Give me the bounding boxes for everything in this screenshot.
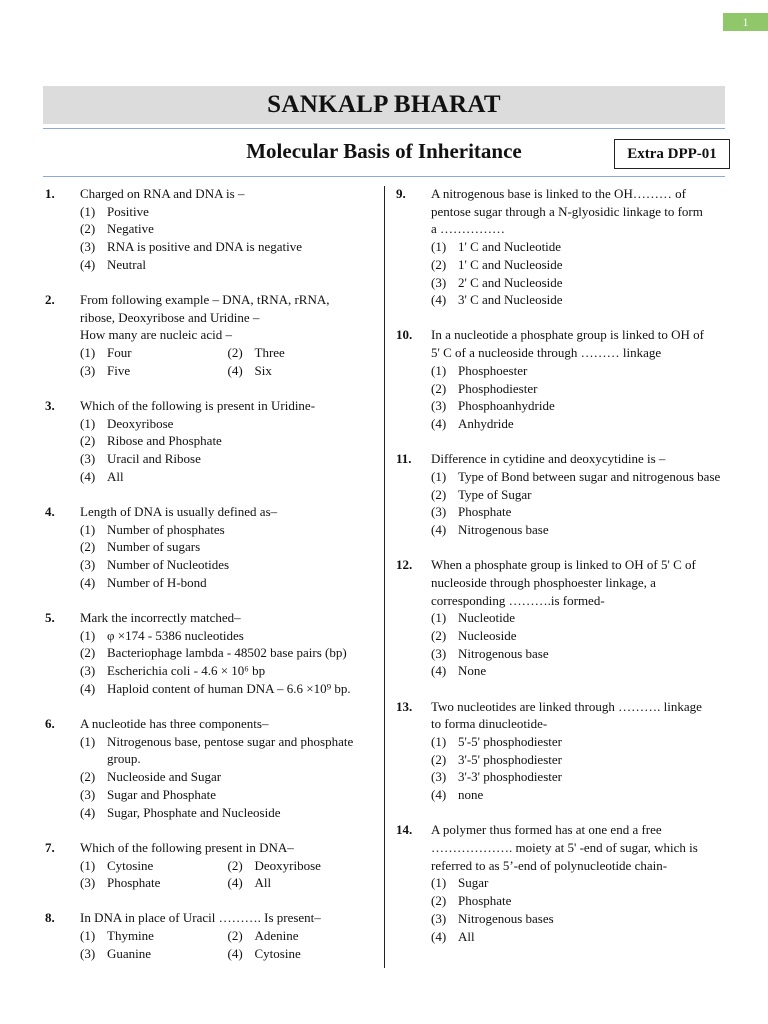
answer-option (80, 574, 375, 592)
question-text: a …………… (431, 221, 506, 237)
option-text: Number of sugars (107, 539, 201, 555)
option-text: Escherichia coli - 4.6 × 10⁶ bp (107, 663, 266, 679)
option-text: Cytosine (254, 945, 301, 961)
question-text: ………………. moiety at 5' -end of sugar, which is (431, 840, 698, 855)
question-text: In a nucleotide a phosphate group is linked to OH of (431, 327, 704, 343)
answer-option (431, 662, 726, 680)
left-column (45, 185, 375, 980)
option-text: None (458, 663, 487, 679)
option-label: (1) (80, 928, 96, 944)
answer-option (431, 256, 726, 274)
option-text: All (458, 928, 475, 944)
option-label: (3) (431, 274, 447, 290)
option-label: (1) (80, 203, 96, 219)
option-label: (2) (431, 486, 447, 502)
answer-option (80, 238, 375, 256)
answer-option (80, 432, 375, 450)
option-label: (4) (80, 574, 96, 590)
answer-option (80, 256, 375, 274)
divider (43, 128, 725, 129)
option-label: (3) (431, 645, 447, 661)
option-label: (3) (431, 504, 447, 520)
question-item (45, 839, 375, 892)
answer-option (228, 344, 376, 362)
question-item (45, 715, 375, 821)
option-text: Thymine (107, 928, 154, 944)
option-text: Nitrogenous base (458, 645, 549, 661)
option-text: All (254, 875, 272, 891)
answer-option (431, 486, 726, 504)
option-label: (1) (80, 857, 96, 873)
question-number: 12. (396, 557, 413, 573)
answer-option (431, 751, 726, 769)
option-text: φ ×174 - 5386 nucleotides (107, 627, 244, 643)
answer-option (431, 274, 726, 292)
option-label: (4) (227, 945, 243, 961)
option-label: (3) (80, 239, 96, 255)
option-text: 3' C and Nucleoside (458, 292, 563, 308)
option-text: Haploid content of human DNA – 6.6 ×10⁹ bp. (107, 680, 351, 696)
question-text: Charged on RNA and DNA is – (80, 186, 245, 201)
option-label: (2) (431, 627, 447, 643)
option-text: Type of Bond between sugar and nitrogenous base (458, 468, 721, 484)
answer-option (80, 220, 375, 238)
option-label: (1) (431, 239, 447, 255)
option-label: (4) (431, 663, 447, 679)
option-text: Neutral (107, 256, 146, 272)
answer-option (80, 927, 228, 945)
answer-option (80, 521, 375, 539)
answer-option (431, 521, 726, 539)
option-text: Three (254, 345, 285, 361)
option-text: Type of Sugar (458, 486, 532, 502)
divider (43, 176, 725, 177)
question-text: nucleoside through phosphoester linkage, a (431, 574, 656, 590)
question-text: ribose, Deoxyribose and Uridine – (80, 309, 260, 325)
option-label: (2) (80, 433, 96, 449)
answer-option (228, 874, 376, 892)
question-text: Mark the incorrectly matched– (80, 610, 241, 626)
right-column (396, 185, 726, 963)
option-label: (3) (80, 786, 96, 802)
answer-option (80, 945, 228, 963)
question-text: In DNA in place of Uracil ………. Is present– (80, 910, 321, 926)
question-text: Two nucleotides are linked through ………. linkage (431, 698, 702, 714)
question-number: 1. (45, 186, 55, 201)
answer-option (80, 786, 375, 804)
question-item (45, 397, 375, 486)
answer-option (228, 857, 376, 875)
option-text: none (458, 787, 484, 803)
question-text: referred to as 5’-end of polynucleotide chain- (431, 857, 668, 873)
answer-option (80, 857, 228, 875)
question-number: 3. (45, 398, 55, 414)
option-row (80, 945, 375, 963)
option-label: (1) (431, 468, 447, 484)
option-text: 3'-5' phosphodiester (458, 751, 562, 767)
question-item (45, 291, 375, 380)
option-text: 3'-3' phosphodiester (458, 769, 562, 785)
option-label: (2) (431, 893, 447, 909)
question-text: How many are nucleic acid – (80, 327, 232, 343)
question-item (396, 450, 726, 539)
option-text: Negative (107, 221, 154, 237)
answer-option (80, 874, 228, 892)
option-text: Nucleoside and Sugar (107, 769, 222, 785)
option-text: Phosphoester (458, 362, 528, 378)
question-item (45, 609, 375, 698)
option-label: (2) (227, 857, 243, 873)
question-text: pentose sugar through a N-glyosidic linkage to form (431, 203, 703, 219)
option-label: (4) (80, 804, 96, 820)
answer-option (80, 662, 375, 680)
option-text: 1' C and Nucleotide (458, 239, 562, 255)
question-number: 2. (45, 292, 55, 308)
answer-option (80, 362, 228, 380)
question-number: 9. (396, 186, 406, 201)
option-text: Five (107, 362, 131, 378)
question-text: Difference in cytidine and deoxycytidine is – (431, 451, 666, 467)
option-label: (4) (80, 256, 96, 272)
answer-option (431, 503, 726, 521)
option-label: (1) (80, 627, 96, 643)
answer-option (80, 415, 375, 433)
option-text: All (107, 468, 124, 484)
answer-option (80, 538, 375, 556)
option-label: (4) (431, 928, 447, 944)
option-row (80, 927, 375, 945)
question-text: Which of the following is present in Uridine- (80, 398, 316, 414)
answer-option (431, 768, 726, 786)
answer-option (431, 397, 726, 415)
option-label: (2) (80, 645, 96, 661)
answer-option (431, 910, 726, 928)
option-label: (4) (80, 468, 96, 484)
answer-option (80, 627, 375, 645)
answer-option (431, 733, 726, 751)
question-text: When a phosphate group is linked to OH of 5' C of (431, 557, 696, 573)
option-label: (3) (80, 362, 96, 378)
question-item (396, 556, 726, 680)
option-text: Number of Nucleotides (107, 557, 230, 573)
option-text: Six (254, 362, 272, 378)
option-row (80, 344, 375, 362)
answer-option (431, 609, 726, 627)
option-text: Phosphodiester (458, 380, 538, 396)
option-text: Nitrogenous base, pentose sugar and phosphate group. (107, 733, 354, 767)
option-label: (2) (80, 769, 96, 785)
question-item (45, 185, 375, 274)
question-number: 10. (396, 327, 413, 343)
option-row (80, 362, 375, 380)
option-text: Cytosine (107, 857, 154, 873)
option-label: (2) (227, 928, 243, 944)
question-text: 5' C of a nucleoside through ……… linkage (431, 345, 662, 361)
answer-option (431, 786, 726, 804)
question-text: From following example – DNA, tRNA, rRNA, (80, 292, 330, 308)
option-label: (4) (227, 875, 243, 891)
option-text: Ribose and Phosphate (107, 433, 222, 449)
question-text: Which of the following present in DNA– (80, 839, 294, 855)
option-text: Sugar, Phosphate and Nucleoside (107, 804, 281, 820)
question-number: 4. (45, 504, 55, 520)
answer-option (80, 768, 375, 786)
option-text: Nitrogenous bases (458, 910, 554, 926)
option-label: (3) (431, 398, 447, 414)
question-item (45, 909, 375, 962)
question-number: 14. (396, 822, 413, 838)
answer-option (228, 945, 376, 963)
option-label: (4) (431, 415, 447, 431)
option-row (80, 874, 375, 892)
question-number: 5. (45, 610, 55, 626)
answer-option (80, 733, 375, 768)
answer-option (80, 644, 375, 662)
option-label: (2) (80, 539, 96, 555)
answer-option (431, 627, 726, 645)
option-text: 5'-5' phosphodiester (458, 733, 562, 749)
option-row (80, 857, 375, 875)
question-text: A nucleotide has three components– (80, 716, 269, 732)
option-text: Deoxyribose (107, 415, 174, 431)
option-label: (3) (80, 451, 96, 467)
option-text: Number of phosphates (107, 521, 225, 537)
option-text: Guanine (107, 945, 152, 961)
question-item (396, 821, 726, 945)
answer-option (431, 468, 726, 486)
option-text: Bacteriophage lambda - 48502 base pairs (bp) (107, 645, 347, 661)
option-text: Deoxyribose (254, 857, 321, 873)
option-text: Positive (107, 203, 149, 219)
answer-option (80, 468, 375, 486)
option-label: (1) (80, 415, 96, 431)
option-text: RNA is positive and DNA is negative (107, 239, 302, 255)
question-number: 6. (45, 716, 55, 732)
option-text: Phosphate (458, 893, 512, 909)
option-label: (1) (80, 521, 96, 537)
option-label: (2) (80, 221, 96, 237)
answer-option (80, 450, 375, 468)
question-number: 13. (396, 698, 413, 714)
option-label: (2) (227, 345, 243, 361)
answer-option (228, 362, 376, 380)
option-label: (1) (431, 733, 447, 749)
option-text: Sugar (458, 875, 489, 891)
option-text: Nucleoside (458, 627, 517, 643)
answer-option (228, 927, 376, 945)
option-label: (3) (80, 663, 96, 679)
answer-option (431, 238, 726, 256)
option-text: Number of H-bond (107, 574, 207, 590)
question-number: 7. (45, 839, 55, 855)
option-label: (3) (80, 875, 96, 891)
answer-option (431, 380, 726, 398)
option-label: (4) (431, 787, 447, 803)
option-label: (1) (80, 345, 96, 361)
question-text: Length of DNA is usually defined as– (80, 504, 278, 520)
question-number: 11. (396, 451, 412, 467)
option-label: (1) (431, 610, 447, 626)
question-number: 8. (45, 910, 55, 926)
question-item (396, 326, 726, 432)
answer-option (431, 892, 726, 910)
option-text: Phosphate (458, 504, 512, 520)
option-label: (3) (80, 557, 96, 573)
page-title: SANKALP BHARAT (267, 91, 501, 118)
option-label: (1) (80, 733, 96, 749)
option-label: (4) (227, 362, 243, 378)
question-item (396, 698, 726, 804)
answer-option (431, 874, 726, 892)
page-number: 1 (723, 13, 768, 31)
question-text: A polymer thus formed has at one end a free (431, 822, 662, 838)
option-text: Adenine (254, 928, 299, 944)
option-label: (4) (431, 521, 447, 537)
option-label: (1) (431, 875, 447, 891)
option-label: (3) (431, 910, 447, 926)
question-item (45, 503, 375, 592)
option-text: Nucleotide (458, 610, 516, 626)
answer-option (431, 928, 726, 946)
option-label: (4) (431, 292, 447, 308)
option-label: (3) (80, 945, 96, 961)
answer-option (80, 556, 375, 574)
option-text: Phosphate (107, 875, 161, 891)
answer-option (80, 344, 228, 362)
question-text: corresponding ……….is formed- (431, 592, 605, 608)
answer-option (431, 645, 726, 663)
title-banner (43, 86, 725, 124)
option-label: (4) (80, 680, 96, 696)
answer-option (80, 203, 375, 221)
option-label: (2) (431, 751, 447, 767)
option-text: Sugar and Phosphate (107, 786, 217, 802)
answer-option (431, 362, 726, 380)
option-label: (2) (431, 256, 447, 272)
option-text: Nitrogenous base (458, 521, 549, 537)
column-divider (384, 186, 385, 968)
dpp-tag: Extra DPP-01 (614, 139, 730, 169)
option-text: 2' C and Nucleoside (458, 274, 563, 290)
question-text: to forma dinucleotide- (431, 716, 548, 732)
question-item (396, 185, 726, 309)
chapter-title: Molecular Basis of Inheritance (246, 139, 522, 163)
option-text: Uracil and Ribose (107, 451, 201, 467)
option-text: Phosphoanhydride (458, 398, 555, 414)
option-text: 1' C and Nucleoside (458, 256, 563, 272)
option-label: (3) (431, 769, 447, 785)
answer-option (431, 415, 726, 433)
answer-option (80, 680, 375, 698)
option-text: Anhydride (458, 415, 514, 431)
question-text: A nitrogenous base is linked to the OH……… of (431, 186, 686, 201)
answer-option (80, 804, 375, 822)
answer-option (431, 291, 726, 309)
option-text: Four (107, 345, 132, 361)
option-label: (1) (431, 362, 447, 378)
option-label: (2) (431, 380, 447, 396)
